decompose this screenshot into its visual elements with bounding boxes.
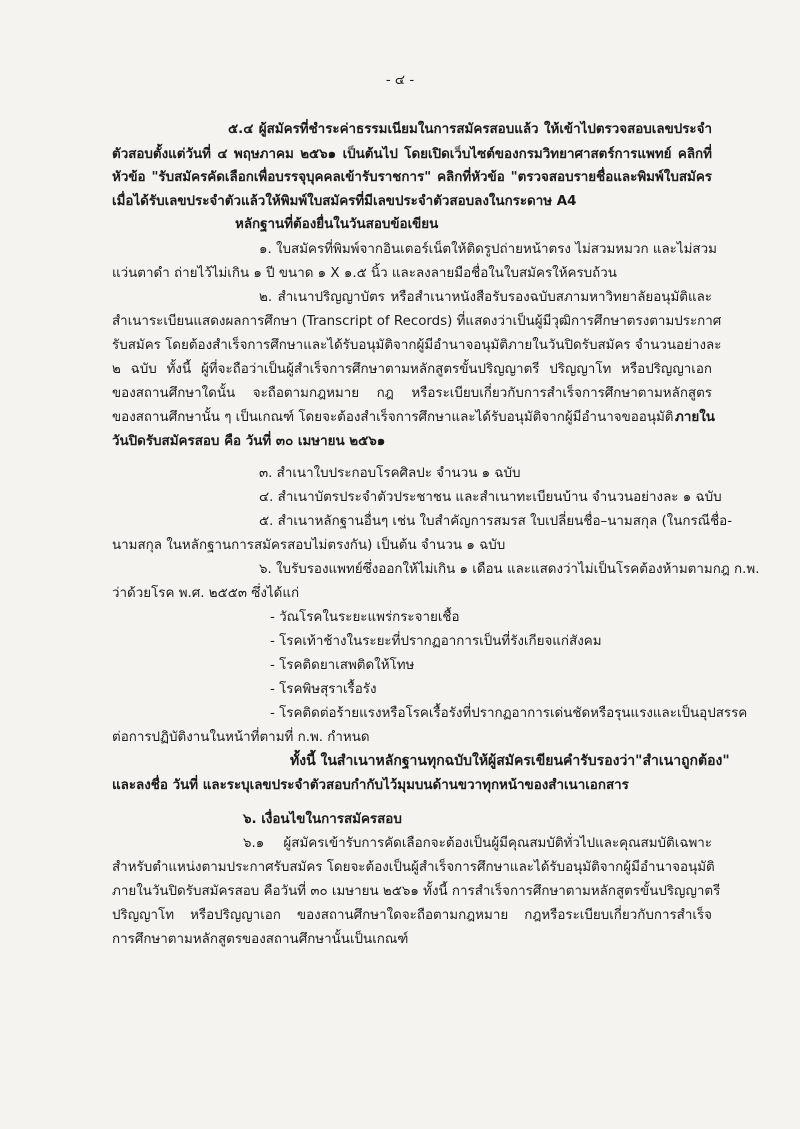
s54-line-3: หัวข้อ "รับสมัครคัดเลือกเพื่อบรรจุบุคคลเข้ารับราชการ" คลิกที่หัวข้อ "ตรวจสอบรายชื่อและพิมพ์ใบสมัคร bbox=[112, 170, 712, 185]
disease-item-2: - โรคเท้าช้างในระยะที่ปรากฏอาการเป็นที่รังเกียจแก่สังคม bbox=[270, 634, 602, 649]
item2-line-5: ของสถานศึกษาใดนั้น จะถือตามกฎหมาย กฎ หรือระเบียบเกี่ยวกับการสำเร็จการศึกษาตามหลักสูตร bbox=[112, 386, 712, 401]
item2-line-6-bold-end: ภายใน bbox=[675, 410, 715, 425]
disease-item-5-cont: ต่อการปฏิบัติงานในหน้าที่ตามที่ ก.พ. กำหนด bbox=[112, 730, 370, 745]
item2-line-3: รับสมัคร โดยต้องสำเร็จการศึกษาและได้รับอนุมัติจากผู้มีอำนาจอนุมัติภายในวันปิดรับสมัคร จำนวนอย่างละ bbox=[112, 338, 722, 353]
item2-line-2: สำเนาระเบียนแสดงผลการศึกษา (Transcript of Records) ที่แสดงว่าเป็นผู้มีวุฒิการศึกษาตรงตามประกาศ bbox=[112, 314, 722, 329]
section6-heading: ๖. เงื่อนไขในการสมัครสอบ bbox=[243, 812, 402, 827]
s54-line-1: ๕.๔ ผู้สมัครที่ชำระค่าธรรมเนียมในการสมัครสอบแล้ว ให้เข้าไปตรวจสอบเลขประจำ bbox=[228, 122, 712, 137]
item1-line-2: แว่นตาดำ ถ่ายไว้ไม่เกิน ๑ ปี ขนาด ๑ X ๑.๕ นิ้ว และลงลายมือชื่อในใบสมัครให้ครบถ้วน bbox=[112, 266, 617, 281]
disease-item-1: - วัณโรคในระยะแพร่กระจายเชื้อ bbox=[270, 610, 460, 625]
item6-line-1: ๖. ใบรับรองแพทย์ซึ่งออกให้ไม่เกิน ๑ เดือน และแสดงว่าไม่เป็นโรคต้องห้ามตามกฎ ก.พ. bbox=[259, 562, 760, 577]
certify-note-line-2: และลงชื่อ วันที่ และระบุเลขประจำตัวสอบกำกับไว้มุมบนด้านขวาทุกหน้าของสำเนาเอกสาร bbox=[112, 778, 629, 793]
item2-line-1: ๒. สำเนาปริญญาบัตร หรือสำเนาหนังสือรับรองฉบับสภามหาวิทยาลัยอนุมัติและ bbox=[259, 290, 712, 305]
s61-line-2: สำหรับตำแหน่งตามประกาศรับสมัคร โดยจะต้องเป็นผู้สำเร็จการศึกษาและได้รับอนุมัติจากผู้มีอำนาจอนุมัติ bbox=[112, 860, 715, 875]
disease-item-3: - โรคติดยาเสพติดให้โทษ bbox=[270, 658, 415, 673]
certify-note-line-1: ทั้งนี้ ในสำเนาหลักฐานทุกฉบับให้ผู้สมัครเขียนคำรับรองว่า"สำเนาถูกต้อง" bbox=[290, 753, 730, 769]
disease-item-4: - โรคพิษสุราเรื้อรัง bbox=[270, 682, 377, 697]
s61-line-5: การศึกษาตามหลักสูตรของสถานศึกษานั้นเป็นเกณฑ์ bbox=[112, 932, 409, 947]
s54-line-2: ตัวสอบตั้งแต่วันที่ ๔ พฤษภาคม ๒๕๖๑ เป็นต้นไป โดยเปิดเว็บไซต์ของกรมวิทยาศาสตร์การแพทย์ คลิกที่ bbox=[112, 147, 712, 162]
item3: ๓. สำเนาใบประกอบโรคศิลปะ จำนวน ๑ ฉบับ bbox=[259, 466, 521, 481]
item6-line-2: ว่าด้วยโรค พ.ศ. ๒๕๕๓ ซึ่งได้แก่ bbox=[112, 586, 300, 601]
s61-line-4: ปริญญาโท หรือปริญญาเอก ของสถานศึกษาใดจะถือตามกฎหมาย กฎหรือระเบียบเกี่ยวกับการสำเร็จ bbox=[112, 908, 712, 923]
s61-line-1: ๖.๑ ผู้สมัครเข้ารับการคัดเลือกจะต้องเป็นผู้มีคุณสมบัติทั่วไปและคุณสมบัติเฉพาะ bbox=[243, 836, 712, 851]
item4: ๔. สำเนาบัตรประจำตัวประชาชน และสำเนาทะเบียนบ้าน จำนวนอย่างละ ๑ ฉบับ bbox=[259, 490, 722, 505]
item5-line-1: ๕. สำเนาหลักฐานอื่นๆ เช่น ใบสำคัญการสมรส ใบเปลี่ยนชื่อ–นามสกุล (ในกรณีชื่อ- bbox=[259, 514, 733, 529]
disease-item-5: - โรคติดต่อร้ายแรงหรือโรคเรื้อรังที่ปรากฏอาการเด่นชัดหรือรุนแรงและเป็นอุปสรรค bbox=[270, 706, 748, 721]
s54-line-4: เมื่อได้รับเลขประจำตัวแล้วให้พิมพ์ใบสมัครที่มีเลขประจำตัวสอบลงในกระดาษ A4 bbox=[112, 194, 577, 209]
page-number: - ๔ - bbox=[385, 73, 415, 88]
evidence-heading: หลักฐานที่ต้องยื่นในวันสอบข้อเขียน bbox=[235, 217, 439, 232]
item2-line-7: วันปิดรับสมัครสอบ คือ วันที่ ๓๐ เมษายน ๒๕๖๑ bbox=[112, 434, 386, 449]
item1-line-1: ๑. ใบสมัครที่พิมพ์จากอินเตอร์เน็ตให้ติดรูปถ่ายหน้าตรง ไม่สวมหมวก และไม่สวม bbox=[259, 242, 717, 257]
item5-line-2: นามสกุล ในหลักฐานการสมัครสอบไม่ตรงกัน) เป็นต้น จำนวน ๑ ฉบับ bbox=[112, 538, 506, 553]
s61-line-3: ภายในวันปิดรับสมัครสอบ คือวันที่ ๓๐ เมษายน ๒๕๖๑ ทั้งนี้ การสำเร็จการศึกษาตามหลักสูตรขั้นปริญญาตรี bbox=[112, 884, 721, 899]
item2-line-6: ของสถานศึกษานั้น ๆ เป็นเกณฑ์ โดยจะต้องสำเร็จการศึกษาและได้รับอนุมัติจากผู้มีอำนาจขออนุมัติ bbox=[112, 410, 674, 425]
item2-line-4: ๒ ฉบับ ทั้งนี้ ผู้ที่จะถือว่าเป็นผู้สำเร็จการศึกษาตามหลักสูตรขั้นปริญญาตรี ปริญญาโท หรือปริญญาเอก bbox=[112, 362, 712, 377]
